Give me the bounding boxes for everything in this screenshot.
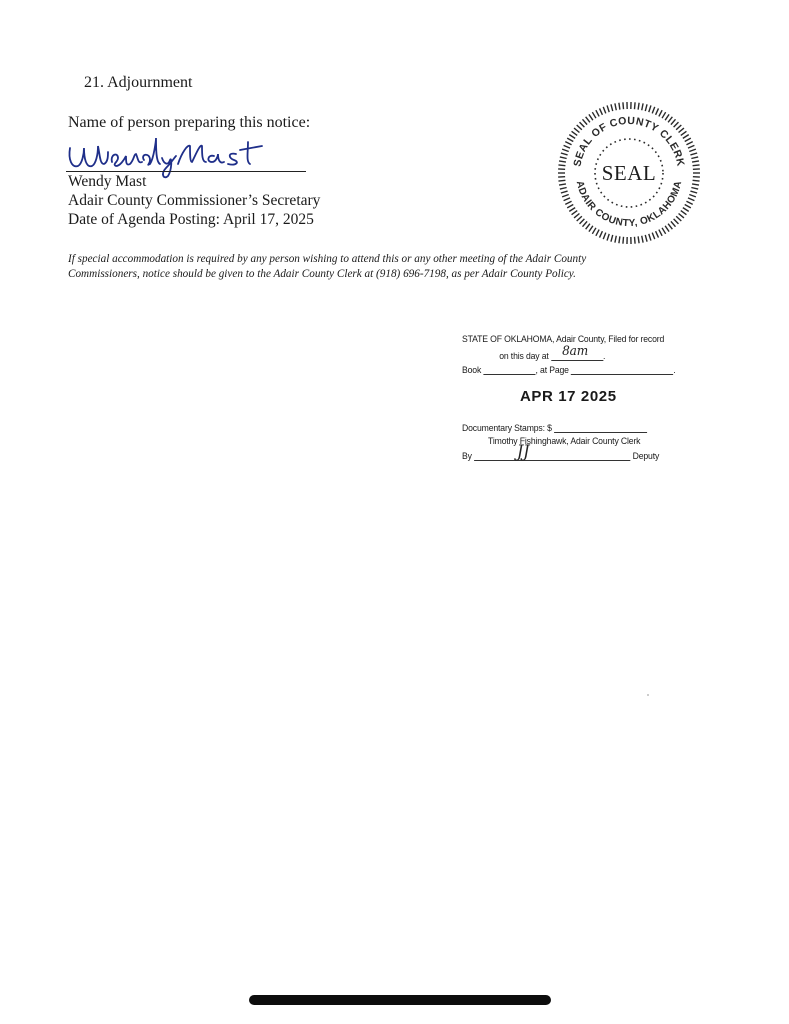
seal-rim-tick bbox=[692, 161, 699, 162]
seal-rim-tick bbox=[649, 234, 651, 241]
seal-rim-tick bbox=[686, 142, 692, 145]
seal-rim-tick bbox=[565, 201, 571, 204]
seal-rim-tick bbox=[567, 138, 573, 141]
seal-rim-tick bbox=[589, 114, 593, 120]
seal-rim-tick bbox=[583, 119, 588, 124]
seal-rim-tick bbox=[668, 117, 672, 123]
svg-text:ADAIR COUNTY, OKLAHOMA bbox=[574, 180, 685, 229]
seal-rim-tick bbox=[645, 235, 647, 242]
seal-rim-tick bbox=[665, 226, 669, 232]
seal-rim-tick bbox=[615, 236, 616, 243]
seal-rim-tick bbox=[686, 201, 692, 204]
seal-rim-tick bbox=[619, 236, 620, 243]
stamp-by-row bbox=[462, 442, 660, 462]
seal-rim-tick bbox=[558, 165, 565, 166]
seal-rim-tick bbox=[592, 112, 596, 118]
seal-rim-tick bbox=[564, 198, 570, 201]
seal-rim-tick bbox=[676, 125, 681, 130]
stamp-on-day-row: on this day at 8am . bbox=[499, 344, 606, 361]
scan-speck bbox=[647, 694, 649, 696]
seal-rim-tick bbox=[679, 128, 684, 132]
home-indicator-bar[interactable] bbox=[249, 995, 551, 1005]
preparer-name: Wendy Mast bbox=[68, 173, 147, 190]
stamp-on-day-label: on this day at bbox=[499, 351, 549, 361]
seal-rim-tick bbox=[652, 107, 655, 114]
seal-rim-tick bbox=[642, 236, 643, 243]
seal-rim-tick bbox=[683, 135, 689, 139]
seal-rim-tick bbox=[600, 108, 603, 114]
seal-rim-tick bbox=[619, 103, 620, 110]
seal-rim-tick bbox=[569, 135, 575, 139]
seal-rim-tick bbox=[607, 105, 609, 112]
seal-center-text: SEAL bbox=[601, 161, 657, 185]
stamp-by-line bbox=[474, 442, 630, 462]
notice-line-2: Commissioners, notice should be given to the Adair County Clerk at (918) 696-7198, as per Adair County Policy. bbox=[68, 268, 576, 280]
seal-rim-tick bbox=[572, 131, 578, 135]
seal-rim-tick bbox=[665, 114, 669, 120]
notice-line-1: If special accommodation is required by any person wishing to attend this or any other meeting of the Adair County bbox=[68, 253, 587, 265]
seal-rim-tick bbox=[652, 233, 655, 240]
seal-rim-tick bbox=[574, 214, 579, 218]
svg-text:SEAL OF COUNTY CLERK bbox=[571, 115, 686, 168]
seal-rim-tick bbox=[607, 234, 609, 241]
seal-rim-tick bbox=[558, 180, 565, 181]
seal-rim-tick bbox=[562, 149, 569, 151]
seal-rim-tick bbox=[676, 216, 681, 221]
seal-rim-tick bbox=[564, 145, 570, 148]
seal-rim-tick bbox=[688, 145, 694, 148]
seal-rim-tick bbox=[577, 216, 582, 221]
seal-rim-tick bbox=[662, 112, 666, 118]
seal-rim-tick bbox=[634, 237, 635, 244]
seal-top-text: SEAL OF COUNTY CLERK bbox=[571, 114, 687, 168]
stamp-state-line: STATE OF OKLAHOMA, Adair County, Filed for record bbox=[462, 334, 665, 344]
seal-rim-tick bbox=[693, 180, 700, 181]
seal-rim-tick bbox=[574, 128, 579, 132]
stamp-doc-stamps-row bbox=[462, 422, 647, 433]
seal-rim-tick bbox=[688, 198, 694, 201]
stamp-doc-stamps-label: Documentary Stamps: $ bbox=[462, 423, 552, 433]
stamp-clerk: Timothy Fishinghawk, Adair County Clerk bbox=[488, 436, 641, 446]
seal-rim-tick bbox=[671, 119, 676, 124]
seal-rim-tick bbox=[623, 237, 624, 244]
seal-rim-tick bbox=[638, 103, 639, 110]
seal-rim-tick bbox=[600, 231, 603, 237]
agenda-item-adjournment: 21. Adjournment bbox=[84, 74, 193, 91]
seal-rim-tick bbox=[659, 110, 662, 116]
seal-rim-tick bbox=[559, 184, 566, 185]
stamp-by-label: By bbox=[462, 451, 472, 461]
seal-rim-tick bbox=[586, 224, 590, 230]
seal-rim-tick bbox=[596, 110, 599, 116]
seal-rim-tick bbox=[611, 104, 613, 111]
seal-rim-tick bbox=[674, 122, 679, 127]
seal-rim-tick bbox=[567, 204, 573, 207]
seal-rim-tick bbox=[690, 191, 697, 193]
seal-rim-tick bbox=[603, 107, 606, 114]
stamp-filed-date: APR 17 2025 bbox=[520, 388, 617, 405]
seal-rim-tick bbox=[692, 184, 699, 185]
seal-rim-tick bbox=[592, 228, 596, 234]
seal-rim-tick bbox=[645, 104, 647, 111]
seal-rim-tick bbox=[569, 208, 575, 212]
seal-rim-tick bbox=[685, 204, 691, 207]
seal-rim-tick bbox=[572, 211, 578, 215]
seal-rim-tick bbox=[683, 208, 689, 212]
seal-rim-tick bbox=[693, 165, 700, 166]
posting-date: Date of Agenda Posting: April 17, 2025 bbox=[68, 211, 314, 228]
seal-rim-tick bbox=[559, 161, 566, 162]
stamp-time-line bbox=[551, 344, 603, 361]
seal-rim-tick bbox=[580, 122, 585, 127]
seal-rim-tick bbox=[615, 103, 616, 110]
seal-rim-tick bbox=[649, 105, 651, 112]
stamp-time-written: 8am bbox=[562, 344, 589, 359]
seal-rim-tick bbox=[560, 188, 567, 190]
seal-rim-tick bbox=[589, 226, 593, 232]
seal-rim-tick bbox=[656, 108, 659, 114]
seal-rim-tick bbox=[685, 138, 691, 141]
seal-rim-tick bbox=[656, 231, 659, 237]
seal-rim-tick bbox=[689, 195, 696, 197]
seal-rim-tick bbox=[565, 142, 571, 145]
stamp-book-label: Book bbox=[462, 365, 482, 375]
seal-rim-tick bbox=[583, 221, 588, 226]
seal-rim-tick bbox=[561, 153, 568, 155]
preparer-label: Name of person preparing this notice: bbox=[68, 114, 311, 131]
seal-rim-tick bbox=[560, 157, 567, 159]
seal-rim-tick bbox=[662, 228, 666, 234]
seal-rim-tick bbox=[642, 103, 643, 110]
preparer-title: Adair County Commissioner’s Secretary bbox=[68, 192, 321, 209]
seal-rim-tick bbox=[690, 153, 697, 155]
seal-rim-tick bbox=[596, 230, 599, 236]
seal-rim-tick bbox=[681, 131, 687, 135]
preparer-details bbox=[68, 172, 320, 229]
seal-rim-tick bbox=[674, 219, 679, 224]
seal-rim-tick bbox=[623, 102, 624, 109]
seal-rim-tick bbox=[634, 102, 635, 109]
seal-rim-tick bbox=[603, 233, 606, 240]
stamp-page-label: , at Page bbox=[535, 365, 569, 375]
seal-rim-tick bbox=[580, 219, 585, 224]
accommodation-notice bbox=[68, 252, 708, 282]
stamp-book-row: Book , at Page . bbox=[462, 365, 676, 375]
seal-rim-tick bbox=[691, 157, 698, 159]
seal-rim-tick bbox=[611, 235, 613, 242]
seal-rim-tick bbox=[679, 214, 684, 218]
stamp-deputy-label: Deputy bbox=[632, 451, 660, 461]
seal-rim-tick bbox=[577, 125, 582, 130]
seal-rim-tick bbox=[586, 117, 590, 123]
stamp-deputy-initials: JJ bbox=[516, 442, 530, 462]
seal-rim-tick bbox=[659, 230, 662, 236]
seal-rim-tick bbox=[562, 195, 569, 197]
seal-rim-tick bbox=[638, 236, 639, 243]
seal-rim-tick bbox=[671, 221, 676, 226]
seal-rim-tick bbox=[561, 191, 568, 193]
county-clerk-seal bbox=[556, 100, 702, 246]
seal-rim-tick bbox=[691, 188, 698, 190]
seal-bottom-text: ADAIR COUNTY, OKLAHOMA bbox=[573, 179, 685, 230]
seal-rim-tick bbox=[689, 149, 696, 151]
seal-rim-tick bbox=[668, 224, 672, 230]
seal-rim-tick bbox=[681, 211, 687, 215]
